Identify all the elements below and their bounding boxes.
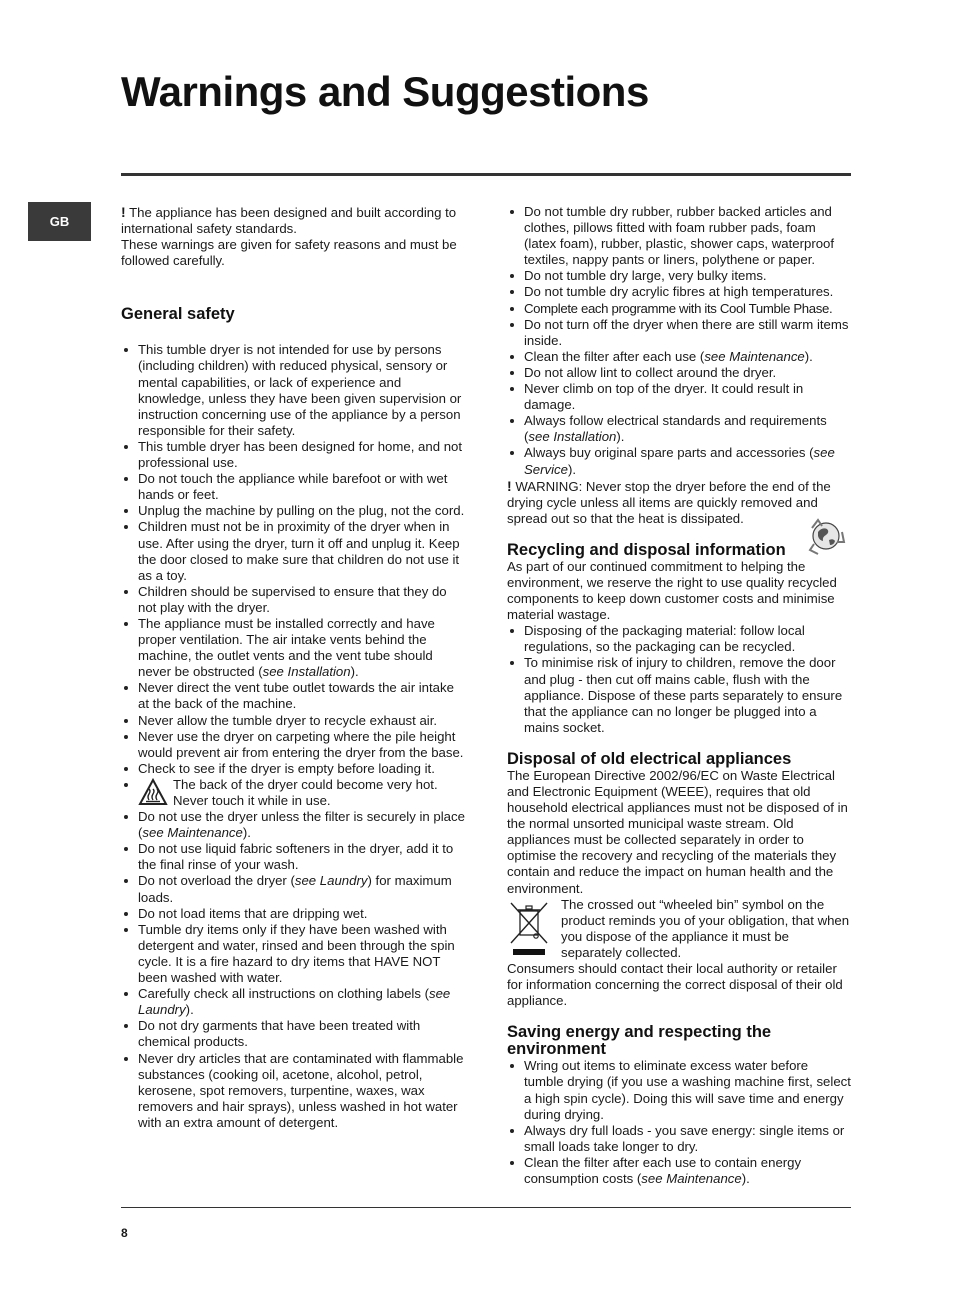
list-item: Always follow electrical standards and requirements (see Installation). xyxy=(507,413,851,445)
list-item: Do not use liquid fabric softeners in the dryer, add it to the final rinse of your wash. xyxy=(121,841,466,873)
list-item: Do not dry garments that have been treated with chemical products. xyxy=(121,1018,466,1050)
footer-divider xyxy=(121,1207,851,1208)
hot-surface-icon xyxy=(138,778,168,806)
list-item: Check to see if the dryer is empty before loading it. xyxy=(121,761,466,777)
list-item: Disposing of the packaging material: follow local regulations, so the packaging can be recycled. xyxy=(507,623,851,655)
weee-notice xyxy=(507,897,851,961)
cross-reference: see Maintenance xyxy=(641,1170,742,1186)
list-item: Complete each programme with its Cool Tumble Phase. xyxy=(507,301,851,317)
list-item: Never dry articles that are contaminated with flammable substances (cooking oil, acetone, alcohol, petrol, kerosene, spot removers, turpentine, waxes, wax removers and hair sprays), unless washed in hot water with an extra amount of detergent. xyxy=(121,1051,466,1131)
list-item: Never direct the vent tube outlet towards the air intake at the back of the machine. xyxy=(121,680,466,712)
left-column xyxy=(121,204,466,1131)
list-item: This tumble dryer has been designed for home, and not professional use. xyxy=(121,439,466,471)
list-item: Children should be supervised to ensure that they do not play with the dryer. xyxy=(121,584,466,616)
list-item: To minimise risk of injury to children, remove the door and plug - then cut off mains cable, flush with the appliance. Dispose of these parts separately to ensure that the appliance can no longer be plugged into a mains socket. xyxy=(507,655,851,735)
list-item: Do not allow lint to collect around the dryer. xyxy=(507,365,851,381)
list-item: Do not tumble dry rubber, rubber backed articles and clothes, pillows fitted with foam rubber pads, foam (latex foam), rubber, plastic, shower caps, waterproof textiles, nappy pants or liners, polythene or paper. xyxy=(507,204,851,268)
recycling-text: As part of our continued commitment to helping the environment, we reserve the right to use quality recycled components to keep down customer costs and minimise material wastage. xyxy=(507,558,837,623)
list-item: Never climb on top of the dryer. It could result in damage. xyxy=(507,381,851,413)
disposal-heading: Disposal of old electrical appliances xyxy=(507,749,792,768)
warning-paragraph: ! WARNING: Never stop the dryer before the end of the drying cycle unless all items are quickly removed and spread out so that the heat is dissipated. xyxy=(507,477,831,526)
list-item: Children must not be in proximity of the dryer when in use. After using the dryer, turn it off and unplug it. Keep the door closed to make sure that children do not use it as a toy. xyxy=(121,519,466,583)
list-item: Do not touch the appliance while barefoot or with wet hands or feet. xyxy=(121,471,466,503)
list-item: Do not tumble dry large, very bulky items. xyxy=(507,268,851,284)
page-number: 8 xyxy=(121,1226,128,1240)
cross-reference: see Laundry xyxy=(138,986,451,1018)
recycle-globe-icon xyxy=(804,514,848,558)
list-item: Do not load items that are dripping wet. xyxy=(121,906,466,922)
disposal-text: The European Directive 2002/96/EC on Waste Electrical and Electronic Equipment (WEEE), requires that old household electrical appliances must not be disposed of in the normal unsorted municipal waste stream. Old appliances must be collected separately in order to optimise the recovery and recycling of the materials they contain and reduce the impact on human health and the environment. xyxy=(507,767,848,896)
list-item: Carefully check all instructions on clothing labels (see Laundry). xyxy=(121,986,466,1018)
cross-reference: see Maintenance xyxy=(704,348,805,364)
list-item: Wring out items to eliminate excess water before tumble drying (if you use a washing machine first, select a high spin cycle). Doing this will save time and energy during drying. xyxy=(507,1058,851,1122)
energy-list xyxy=(507,1058,851,1187)
dryer-warnings-list xyxy=(507,204,851,478)
list-item: The back of the dryer could become very hot. Never touch it while in use. xyxy=(121,777,466,809)
list-item: Never allow the tumble dryer to recycle exhaust air. xyxy=(121,713,466,729)
title-divider xyxy=(121,173,851,176)
list-item: This tumble dryer is not intended for use by persons (including children) with reduced physical, sensory or mental capabilities, or lack of experience and knowledge, unless they have been given supervision or instruction concerning use of the appliance by a person responsible for their safety. xyxy=(121,342,466,439)
cross-reference: see Service xyxy=(524,445,835,477)
cross-reference: see Installation xyxy=(262,664,351,680)
cross-reference: see Maintenance xyxy=(142,825,243,841)
weee-text: The crossed out “wheeled bin” symbol on the product reminds you of your obligation, that when you dispose of the appliance it must be separately collected. xyxy=(561,896,850,960)
disposal-text-2: Consumers should contact their local authority or retailer for information concerning the correct disposal of their old appliance. xyxy=(507,961,843,1009)
recycling-heading: Recycling and disposal information xyxy=(507,542,851,559)
list-item: Clean the filter after each use to contain energy consumption costs (see Maintenance). xyxy=(507,1155,851,1187)
list-item: Clean the filter after each use (see Maintenance). xyxy=(507,349,851,365)
general-safety-list xyxy=(121,342,466,1131)
crossed-wheeled-bin-icon xyxy=(507,899,551,957)
list-item: Do not tumble dry acrylic fibres at high temperatures. xyxy=(507,284,851,300)
cross-reference: see Installation xyxy=(528,429,617,445)
right-column xyxy=(507,204,851,1187)
list-item: Do not overload the dryer (see Laundry) for maximum loads. xyxy=(121,873,466,905)
language-tab: GB xyxy=(28,202,91,241)
list-item: Do not use the dryer unless the filter is securely in place (see Maintenance). xyxy=(121,809,466,841)
warning-mark: ! xyxy=(121,204,126,220)
general-safety-heading: General safety xyxy=(121,305,235,324)
page-title: Warnings and Suggestions xyxy=(121,68,649,115)
warning-mark: ! xyxy=(507,477,512,494)
energy-heading: Saving energy and respecting the environment xyxy=(507,1023,772,1059)
intro-paragraph: ! The appliance has been designed and built according to international safety standards. xyxy=(121,204,457,237)
list-item: Unplug the machine by pulling on the plug, not the cord. xyxy=(121,503,466,519)
list-item: Do not turn off the dryer when there are still warm items inside. xyxy=(507,317,851,349)
list-item: The appliance must be installed correctly and have proper ventilation. The air intake vents behind the machine, the outlet vents and the vent tube should never be obstructed (see Installation). xyxy=(121,616,466,680)
intro-paragraph-2: These warnings are given for safety reasons and must be followed carefully. xyxy=(121,237,457,269)
cross-reference: see Laundry xyxy=(294,873,368,889)
list-item: Always dry full loads - you save energy: single items or small loads take longer to dry. xyxy=(507,1123,851,1155)
list-item: Always buy original spare parts and accessories (see Service). xyxy=(507,445,851,477)
recycling-list xyxy=(507,623,851,736)
list-item: Tumble dry items only if they have been washed with detergent and water, rinsed and been through the spin cycle. It is a fire hazard to dry items that HAVE NOT been washed with water. xyxy=(121,922,466,986)
list-item: Never use the dryer on carpeting where the pile height would prevent air from entering the dryer from the base. xyxy=(121,729,466,761)
